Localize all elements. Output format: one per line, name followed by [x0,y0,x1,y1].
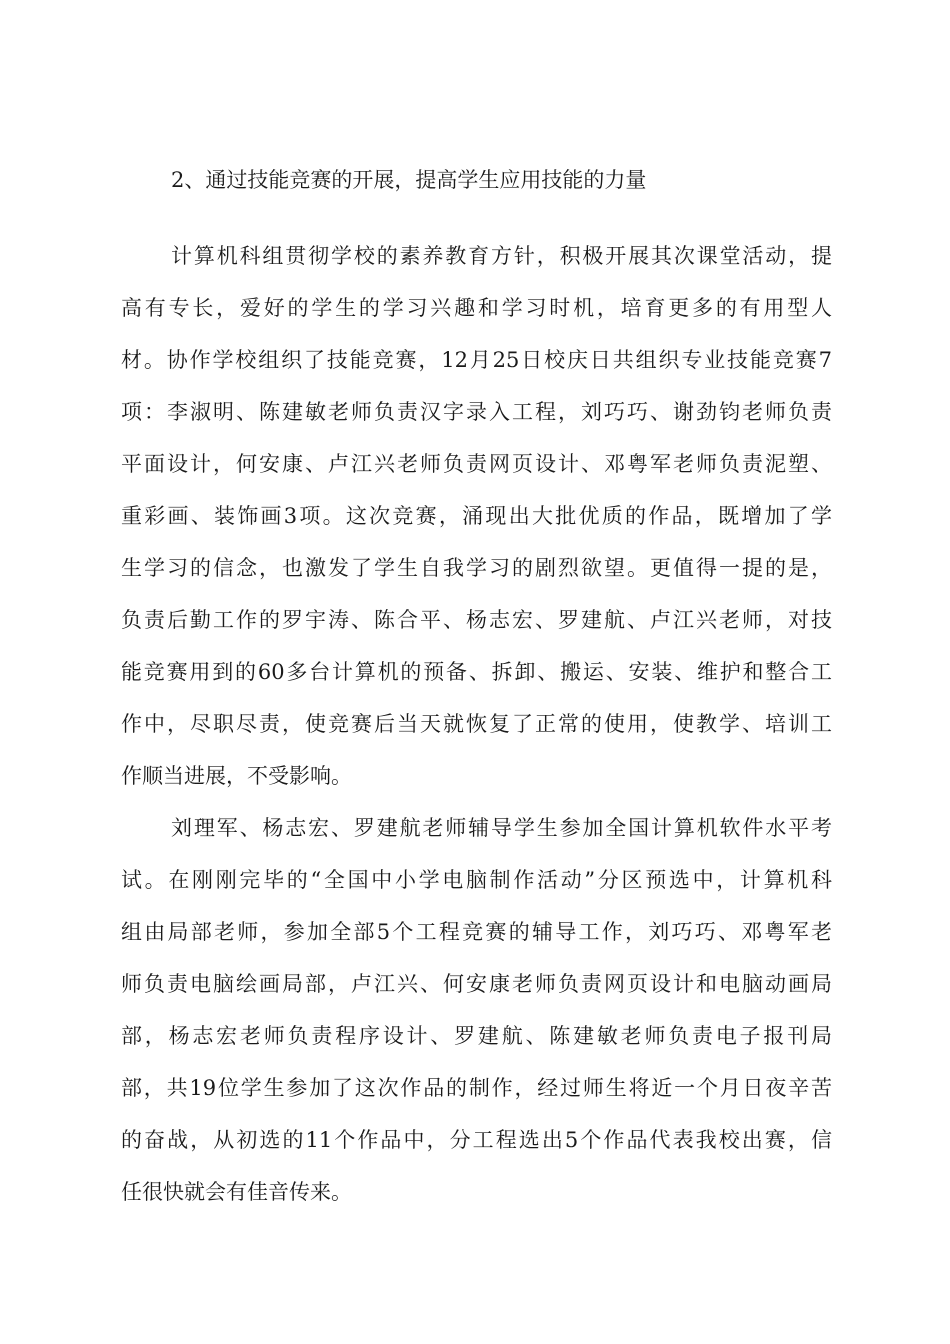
paragraph-line: 组由局部老师，参加全部5个工程竞赛的辅导工作，刘巧巧、邓粤军老 [121,920,832,944]
paragraph-line: 高有专长，爱好的学生的学习兴趣和学习时机，培育更多的有用型人 [121,296,832,320]
paragraph-line: 试。在刚刚完毕的“全国中小学电脑制作活动”分区预选中，计算机科 [121,868,832,892]
paragraph-line: 部，杨志宏老师负责程序设计、罗建航、陈建敏老师负责电子报刊局 [121,1024,832,1048]
paragraph-line: 负责后勤工作的罗宇涛、陈合平、杨志宏、罗建航、卢江兴老师，对技 [121,608,832,632]
paragraph-line: 能竞赛用到的60多台计算机的预备、拆卸、搬运、安装、维护和整合工 [121,660,832,684]
paragraph-line: 作中，尽职尽责，使竞赛后当天就恢复了正常的使用，使教学、培训工 [121,712,832,736]
paragraph-line: 任很快就会有佳音传来。 [121,1180,352,1204]
paragraph-line: 重彩画、装饰画3项。这次竞赛，涌现出大批优质的作品，既增加了学 [121,504,832,528]
paragraph-line: 部，共19位学生参加了这次作品的制作，经过师生将近一个月日夜辛苦 [121,1076,832,1100]
paragraph-line: 计算机科组贯彻学校的素养教育方针，积极开展其次课堂活动，提 [171,244,832,268]
paragraph-line: 项：李淑明、陈建敏老师负责汉字录入工程，刘巧巧、谢劲钧老师负责 [121,400,832,424]
paragraph-line: 师负责电脑绘画局部，卢江兴、何安康老师负责网页设计和电脑动画局 [121,972,832,996]
section-heading: 2、通过技能竞赛的开展，提高学生应用技能的力量 [171,168,647,192]
paragraph-line: 平面设计，何安康、卢江兴老师负责网页设计、邓粤军老师负责泥塑、 [121,452,832,476]
paragraph-line: 生学习的信念，也激发了学生自我学习的剧烈欲望。更值得一提的是， [121,556,832,580]
paragraph-line: 材。协作学校组织了技能竞赛，12月25日校庆日共组织专业技能竞赛7 [121,348,832,372]
paragraph-line: 的奋战，从初选的11个作品中，分工程选出5个作品代表我校出赛，信 [121,1128,832,1152]
paragraph-line: 刘理军、杨志宏、罗建航老师辅导学生参加全国计算机软件水平考 [171,816,832,840]
paragraph-line: 作顺当进展，不受影响。 [121,764,352,788]
